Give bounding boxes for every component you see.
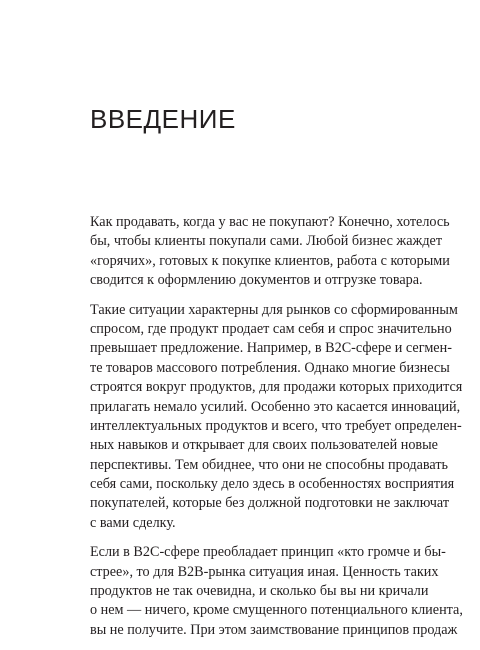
text-line: с вами сделку. — [90, 514, 176, 531]
text-line: стрее», то для B2B-рынка ситуация иная. Ценность таких — [90, 563, 439, 580]
text-line: интеллектуальных продуктов и всего, что требует определен- — [90, 417, 462, 434]
paragraph-3 — [90, 543, 463, 640]
text-line: бы, чтобы клиенты покупали сами. Любой бизнес жаждет — [90, 233, 443, 250]
text-line: Как продавать, когда у вас не покупают? Конечно, хотелось — [90, 214, 450, 230]
text-line: прилагать немало усилий. Особенно это касается инноваций, — [90, 398, 461, 415]
text-line: продуктов не так очевидна, и сколько бы вы ни кричали — [90, 583, 429, 600]
text-line: превышает предложение. Например, в B2C-сфере и сегмен- — [90, 340, 452, 357]
text-line: те товаров массового потребления. Однако многие бизнесы — [90, 359, 450, 376]
text-line: спросом, где продукт продает сам себя и спрос значительно — [90, 320, 452, 337]
text-line: покупателей, которые без должной подготовки не заключат — [90, 495, 450, 512]
text-line: вы не получите. При этом заимствование принципов продаж — [90, 621, 458, 638]
text-line: Такие ситуации характерны для рынков со сформированным — [90, 301, 458, 318]
chapter-title: ВВЕДЕНИЕ — [90, 104, 236, 134]
text-line: Если в B2C-сфере преобладает принцип «кто громче и бы- — [90, 544, 446, 561]
text-line: ных навыков и открывает для своих пользователей новые — [90, 437, 438, 454]
paragraph-1 — [90, 213, 450, 291]
text-line: перспективы. Тем обиднее, что они не способны продавать — [90, 456, 449, 473]
text-line: «горячих», готовых к покупке клиентов, работа с которыми — [90, 252, 450, 269]
text-line: сводится к оформлению документов и отгрузке товара. — [90, 272, 423, 289]
text-line: себя сами, поскольку дело здесь в особенностях восприятия — [90, 476, 455, 493]
text-line: о нем — ничего, кроме смущенного потенциального клиента, — [90, 602, 463, 619]
paragraph-2 — [90, 301, 463, 534]
text-line: строятся вокруг продуктов, для продажи которых приходится — [90, 379, 463, 396]
body-text — [90, 213, 463, 650]
